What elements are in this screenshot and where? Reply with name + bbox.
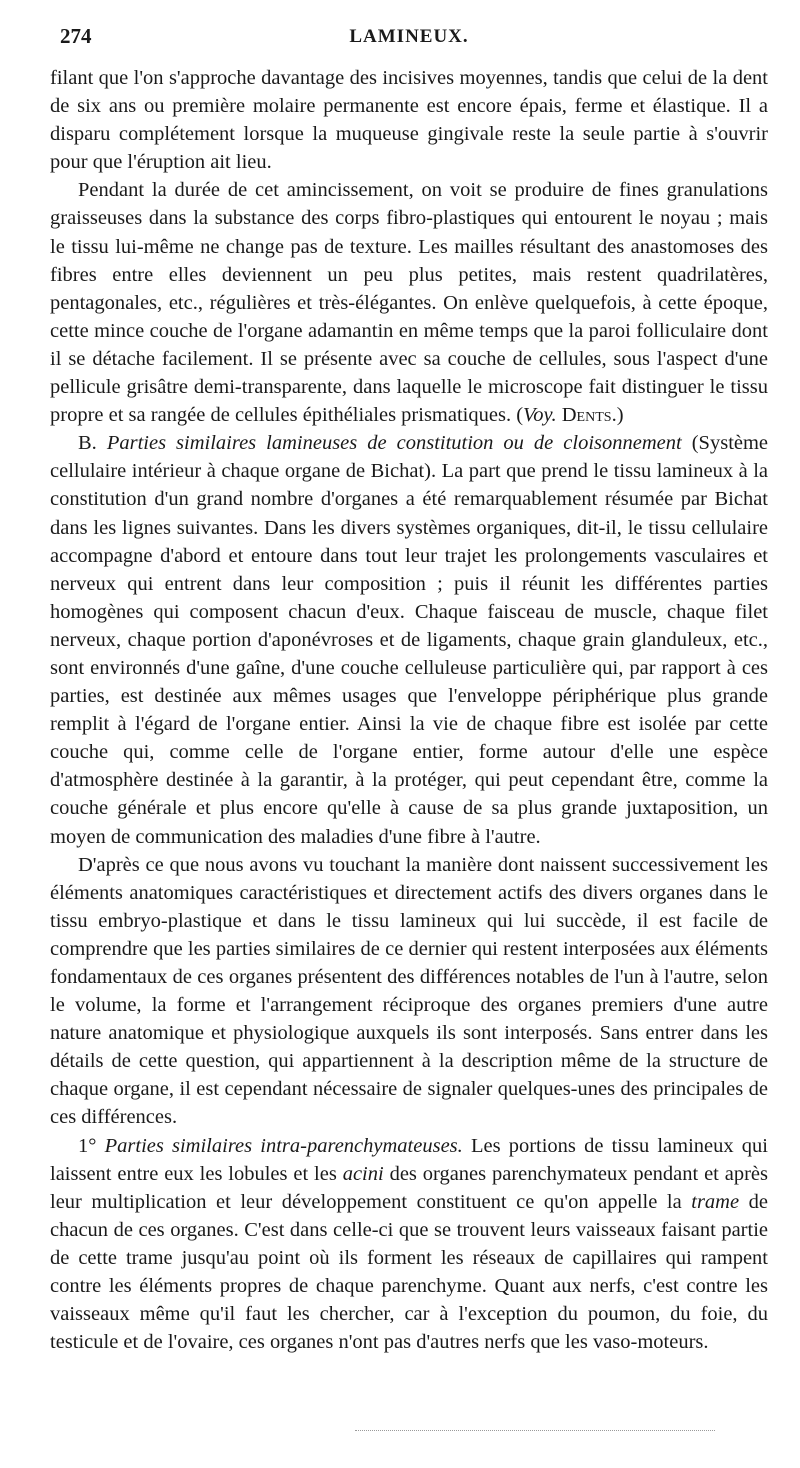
paragraph-differences <box>50 851 768 1132</box>
paragraph-text: Les portions de tissu lamineux qui laissent entre eux les lobules et les <box>50 1134 768 1185</box>
paragraph-continuation <box>50 64 768 176</box>
paragraph-text: (Système cellulaire intérieur à chaque organe de Bichat). La part que prend le tissu lamineux à la constitution d'un grand nombre d'organes a été remarquablement résumée par Bichat dans les lignes suivantes. Dans les divers systèmes organiques, dit-il, le tissu cellulaire accompagne d'abord et entoure dans tout leur trajet les prolongements vasculaires et nerveux qui entrent dans leur composition ; puis il réunit les différentes parties homogènes qui composent chacun d'eux. Chaque faisceau de muscle, chaque filet nerveux, chaque portion d'aponévroses et de ligaments, chaque grain glanduleux, etc., sont environnés d'une gaîne, d'une couche celluleuse particulière qui, par rapport à ces parties, est destinée aux mêmes usages que l'enveloppe périphérique plus grande remplit à l'égard de l'organe entier. Ainsi la vie de chaque fibre est isolée par cette couche qui, comme celle de l'organe entier, forme autour d'elle une espèce d'atmosphère destinée à la garantir, à la protéger, qui peut cependant être, comme la couche générale et plus encore qu'elle à cause de sa plus grande juxtaposition, un moyen de communication des maladies d'une fibre à l'autre. <box>50 432 769 848</box>
paragraph-text-end: .) <box>611 404 624 427</box>
paragraph-text: Pendant la durée de cet amincissement, on voit se produire de fines granulations graisseuses dans la substance des corps fibro-plastiques qui entourent le noyau ; mais le tissu lui-même ne change pas de texture. Les mailles résultant des anastomoses des fibres entre elles deviennent un peu plus petites, mais restent quadrilatères, pentagonales, etc., régulières et très-élégantes. On enlève quelquefois, à cette époque, cette mince couche de l'organe adamantin en même temps que la paroi folliculaire dont il se détache facilement. Il se présente avec sa couche de cellules, sous l'aspect d'une pellicule grisâtre demi-transparente, dans laquelle le microscope fait distinguer le tissu propre et sa rangée de cellules épithéliales prismatiques. ( <box>50 179 768 427</box>
voy-reference: Voy. <box>523 404 557 427</box>
section-b <box>50 429 768 850</box>
paragraph-text: D'après ce que nous avons vu touchant la manière dont naissent successivement les éléments anatomiques caractéristiques et directement actifs des divers organes dans le tissu embryo-plastique et dans le tissu lamineux qui lui succède, il est facile de comprendre que les parties similaires de ce dernier qui restent interposées aux éléments fondamentaux de ces organes présentent des différences notables de l'un à l'autre, selon le volume, la forme et l'arrangement réciproque des organes premiers d'une autre nature anatomique et physiologique auxquels ils sont interposés. Sans entrer dans les détails de cette question, qui appartiennent à la description même de la structure de chaque organe, il est cependant nécessaire de signaler quelques-unes des principales de ces différences. <box>50 853 768 1129</box>
italic-term: trame <box>691 1190 740 1213</box>
section-heading: Parties similaires lamineuses de constitution ou de cloisonnement <box>106 432 682 455</box>
section-heading: Parties similaires intra-parenchymateuses. <box>104 1134 463 1157</box>
paragraph-amincissement <box>50 176 768 429</box>
italic-term: acini <box>342 1162 384 1185</box>
body-text <box>50 64 768 1356</box>
section-1 <box>50 1132 768 1357</box>
paragraph-text: filant que l'on s'approche davantage des incisives moyennes, tandis que celui de la dent de six ans ou première molaire permanente est encore épais, ferme et élastique. Il a disparu complétement lorsque la muqueuse gingivale reste la seule partie à s'ouvrir pour que l'éruption ait lieu. <box>50 67 768 174</box>
section-label: B. <box>78 432 97 455</box>
cross-reference: Dents <box>561 404 612 427</box>
page <box>50 24 768 1356</box>
page-number: 274 <box>60 24 92 48</box>
footer-rule <box>355 1430 715 1431</box>
running-head <box>50 24 768 64</box>
section-label: 1° <box>78 1134 97 1157</box>
paragraph-text: de chacun de ces organes. C'est dans celle-ci que se trouvent leurs vaisseaux faisant partie de cette trame jusqu'au point où ils forment les réseaux de capillaires qui rampent contre les éléments propres de chaque parenchyme. Quant aux nerfs, c'est contre les vaisseaux même qu'il faut les chercher, car à l'exception du poumon, du foie, du testicule et de l'ovaire, ces organes n'ont pas d'autres nerfs que les vaso-moteurs. <box>50 1190 768 1354</box>
running-title: LAMINEUX. <box>349 26 469 47</box>
paragraph-text: des organes parenchymateux pendant et après leur multiplication et leur développement constituent ce qu'on appelle la <box>50 1162 769 1213</box>
